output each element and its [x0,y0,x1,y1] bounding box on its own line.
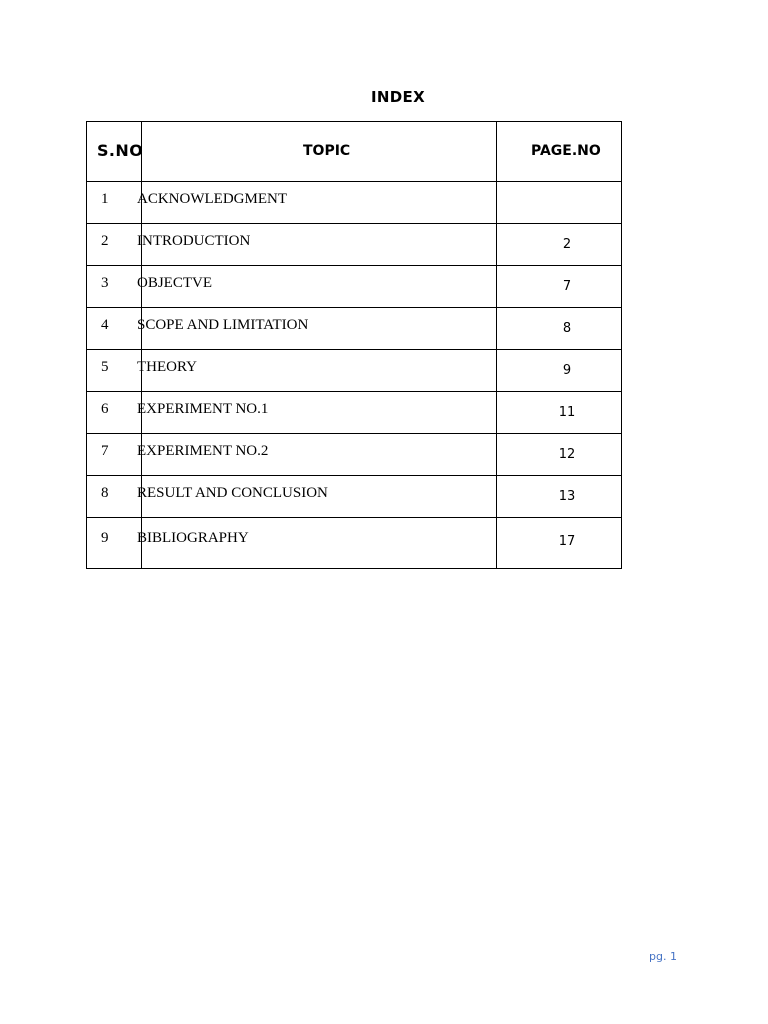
row-page: 12 [558,447,576,462]
row-page: 9 [562,363,572,378]
row-sno: 9 [101,530,109,546]
row-topic: EXPERIMENT NO.2 [137,443,269,459]
table-header-row [87,122,621,181]
page-title: INDEX [371,88,425,106]
page-number: pg. 1 [649,950,677,963]
table-row [87,349,621,391]
row-topic: THEORY [137,359,197,375]
header-page: PAGE.NO [531,143,601,159]
row-topic: SCOPE AND LIMITATION [137,317,309,333]
table-row [87,391,621,433]
table-row [87,475,621,517]
table-row [87,223,621,265]
table-row [87,307,621,349]
table-row [87,181,621,223]
row-page: 13 [558,489,576,504]
table-row [87,517,621,568]
row-sno: 8 [101,485,109,501]
header-topic: TOPIC [303,143,351,159]
index-table [86,121,622,569]
row-sno: 5 [101,359,109,375]
row-page: 11 [558,405,576,420]
column-divider [496,122,497,181]
row-sno: 2 [101,233,109,249]
column-divider [496,182,497,223]
row-topic: INTRODUCTION [137,233,251,249]
row-sno: 7 [101,443,109,459]
table-row [87,265,621,307]
table-row [87,433,621,475]
row-sno: 3 [101,275,109,291]
row-page: 8 [562,321,572,336]
row-sno: 4 [101,317,109,333]
row-sno: 1 [101,191,109,207]
row-topic: BIBLIOGRAPHY [137,530,249,546]
row-page: 17 [558,534,576,549]
header-sno: S.NO [97,141,144,160]
row-topic: OBJECTVE [137,275,212,291]
row-topic: EXPERIMENT NO.1 [137,401,269,417]
row-page: 7 [562,279,572,294]
row-topic: RESULT AND CONCLUSION [137,485,328,501]
row-page: 2 [562,237,572,252]
row-sno: 6 [101,401,109,417]
row-topic: ACKNOWLEDGMENT [137,191,287,207]
